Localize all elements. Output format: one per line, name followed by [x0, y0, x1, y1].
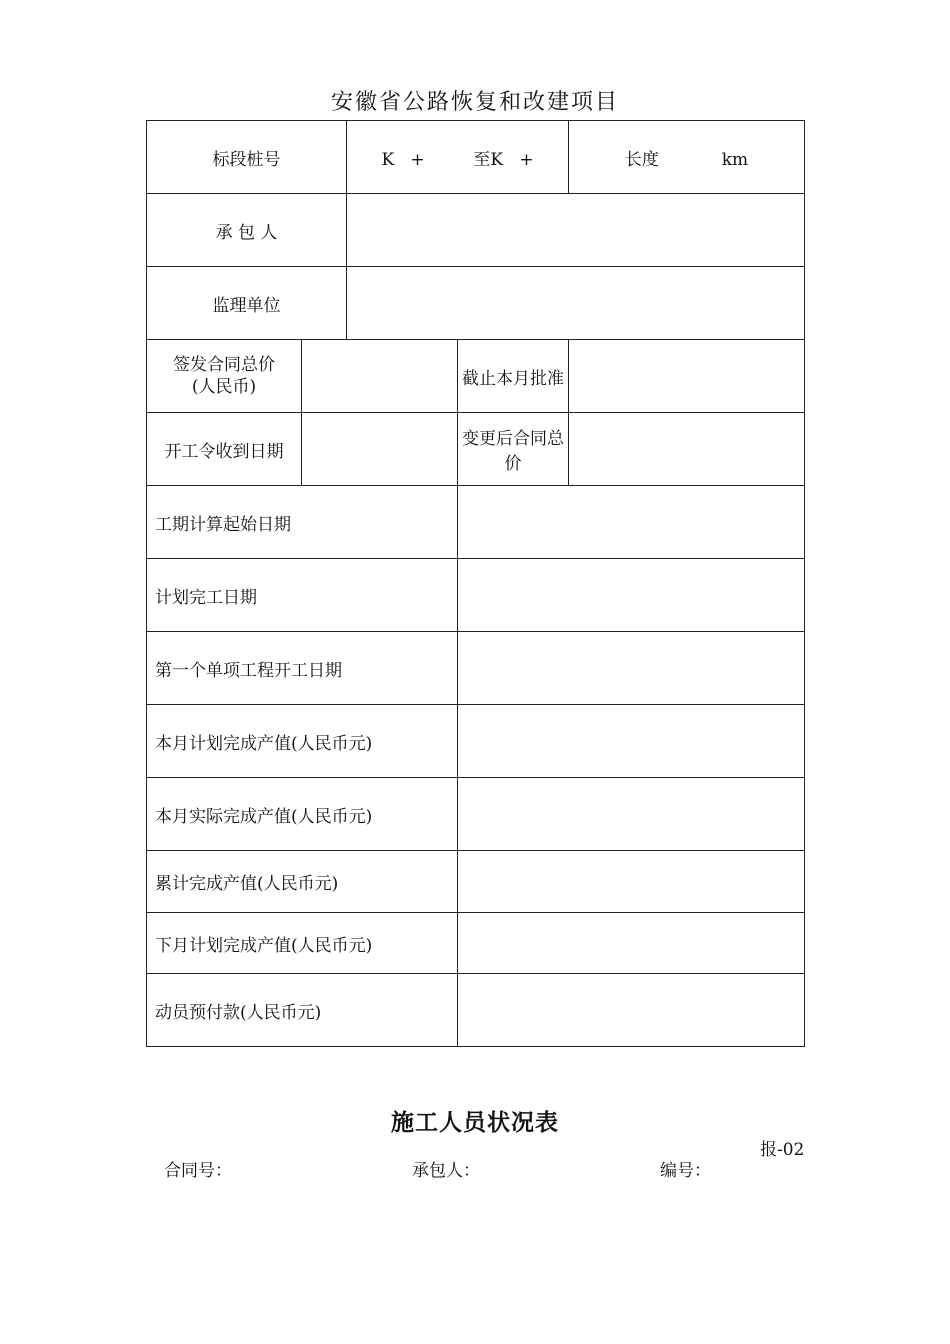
- section-value-to: 至K +: [473, 149, 534, 170]
- section-label: 标段桩号: [147, 121, 347, 194]
- section-value-from: K +: [381, 149, 425, 170]
- row-value[interactable]: [458, 486, 805, 559]
- row-label: 下月计划完成产值(人民币元): [147, 913, 458, 974]
- supervisor-row: [147, 267, 805, 340]
- section-row: [147, 121, 805, 194]
- progress-report-table: [146, 120, 805, 1047]
- length-unit: km: [721, 149, 749, 170]
- page-title: 安徽省公路恢复和改建项目: [330, 90, 619, 115]
- length-label: 长度: [624, 149, 659, 170]
- contract-price-row: [147, 340, 805, 413]
- row-label: 工期计算起始日期: [147, 486, 458, 559]
- table-row: [147, 559, 805, 632]
- contractor-info-label: 承包人：: [412, 1161, 480, 1181]
- table-row: [147, 974, 805, 1047]
- length-cell[interactable]: [569, 121, 805, 194]
- table-row: [147, 778, 805, 851]
- row-label: 本月实际完成产值(人民币元): [147, 778, 458, 851]
- table-row: [147, 913, 805, 974]
- serial-no-label: 编号：: [660, 1161, 711, 1181]
- row-value[interactable]: [458, 913, 805, 974]
- approved-value[interactable]: [569, 340, 805, 413]
- changed-price-label: 变更后合同总价: [458, 413, 569, 486]
- row-value[interactable]: [458, 705, 805, 778]
- contract-price-label-line2: (人民币): [191, 377, 257, 397]
- table-row: [147, 851, 805, 913]
- table-row: [147, 632, 805, 705]
- personnel-table-title: 施工人员状况表: [391, 1109, 559, 1136]
- row-value[interactable]: [458, 632, 805, 705]
- supervisor-label: 监理单位: [147, 267, 347, 340]
- row-value[interactable]: [458, 851, 805, 913]
- row-value[interactable]: [458, 778, 805, 851]
- supervisor-value[interactable]: [347, 267, 805, 340]
- row-label: 第一个单项工程开工日期: [147, 632, 458, 705]
- start-order-label: 开工令收到日期: [147, 413, 302, 486]
- start-order-row: [147, 413, 805, 486]
- contractor-row: [147, 194, 805, 267]
- row-label: 动员预付款(人民币元): [147, 974, 458, 1047]
- table-row: [147, 486, 805, 559]
- row-label: 计划完工日期: [147, 559, 458, 632]
- table-row: [147, 705, 805, 778]
- contractor-value[interactable]: [347, 194, 805, 267]
- contract-price-value[interactable]: [302, 340, 458, 413]
- contract-no-label: 合同号：: [164, 1161, 232, 1181]
- form-number: 报-02: [760, 1140, 805, 1160]
- changed-price-value[interactable]: [569, 413, 805, 486]
- row-value[interactable]: [458, 559, 805, 632]
- row-label: 累计完成产值(人民币元): [147, 851, 458, 913]
- row-label: 本月计划完成产值(人民币元): [147, 705, 458, 778]
- row-value[interactable]: [458, 974, 805, 1047]
- section-value[interactable]: [347, 121, 569, 194]
- contractor-label: 承 包 人: [147, 194, 347, 267]
- start-order-value[interactable]: [302, 413, 458, 486]
- contract-price-label: [147, 340, 302, 413]
- contract-price-label-line1: 签发合同总价: [173, 355, 275, 375]
- approved-label: 截止本月批准: [458, 340, 569, 413]
